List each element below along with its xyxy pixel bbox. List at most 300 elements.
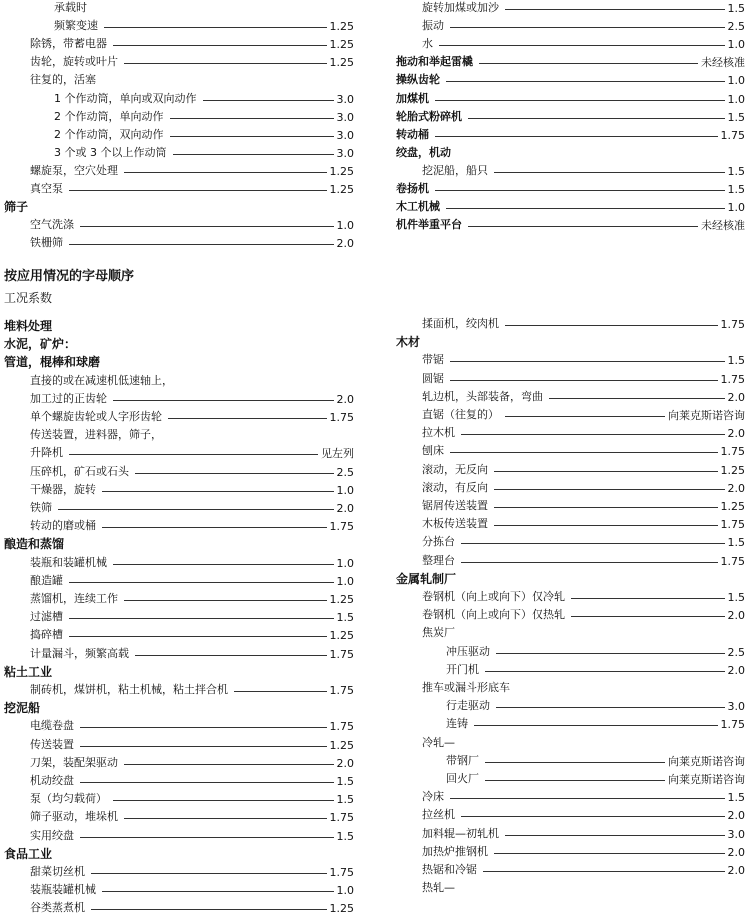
list-item [30,72,354,88]
leader-line [505,835,725,836]
list-item [30,791,354,807]
leader-line [80,837,334,838]
item-label: 制砖机，煤饼机，粘土机械，粘土拌合机 [30,683,228,696]
item-label: 木板传送装置 [422,517,488,530]
list-item [30,609,354,625]
item-value: 1.0 [727,73,745,87]
item-label: 卷钢机（向上或向下）仅冷轧 [422,590,565,603]
item-label: 拉丝机 [422,808,455,821]
item-label: 铁栅筛 [30,236,63,249]
leader-line [124,172,327,173]
list-item [422,553,745,569]
item-value: 1.25 [329,164,354,178]
item-value: 1.75 [720,372,745,386]
list-item [54,145,354,161]
list-item [422,36,745,52]
item-value: 1.75 [720,554,745,568]
leader-line [113,45,327,46]
item-label: 往复的，活塞 [30,73,96,86]
leader-line [91,909,327,910]
list-item [422,862,745,878]
item-label: 滚动，有反向 [422,481,488,494]
item-label: 酿造和蒸馏 [4,537,65,551]
list-item [422,371,745,387]
list-item [30,555,354,571]
list-item [4,700,354,716]
item-label: 1 个作动筒，单向或双向动作 [54,92,197,105]
item-value: 3.0 [336,110,354,124]
item-label: 单个螺旋齿轮或人字形齿轮 [30,410,162,423]
item-label: 加热炉推钢机 [422,845,488,858]
list-item [30,809,354,825]
item-value: 1.0 [727,200,745,214]
item-value: 3.0 [336,146,354,160]
list-item [396,72,745,88]
item-label: 锯屑传送装置 [422,499,488,512]
leader-line [461,562,718,563]
leader-line [69,618,334,619]
item-value: 2.0 [727,845,745,859]
list-item [4,336,354,352]
leader-line [234,691,327,692]
leader-line [496,653,725,654]
section-subtitle: 工况系数 [4,291,53,305]
list-item [30,445,354,461]
item-value: 2.0 [727,481,745,495]
list-item [30,409,354,425]
item-value: 1.75 [720,717,745,731]
list-item [4,536,354,552]
item-label: 直锯（往复的） [422,408,499,421]
list-item [422,352,745,368]
list-item [54,0,354,16]
list-item [4,354,354,370]
item-label: 过滤槽 [30,610,63,623]
item-label: 甜菜切丝机 [30,865,85,878]
list-item [422,316,745,332]
list-item [30,646,354,662]
leader-line [494,471,718,472]
leader-line [474,725,718,726]
item-label: 拉木机 [422,426,455,439]
item-value: 1.75 [329,683,354,697]
item-label: 整理台 [422,554,455,567]
list-item [422,826,745,842]
item-label: 挖泥船，船只 [422,164,488,177]
leader-line [468,118,725,119]
item-label: 挖泥船 [4,701,41,715]
item-label: 圆锯 [422,372,444,385]
list-item [30,464,354,480]
leader-line [69,636,327,637]
item-label: 齿轮，旋转或叶片 [30,55,118,68]
list-item [30,591,354,607]
item-label: 拖动和举起雷橇 [396,55,473,68]
leader-line [69,454,318,455]
leader-line [483,871,725,872]
item-value: 2.0 [727,426,745,440]
item-label: 机件举重平台 [396,218,462,231]
item-label: 水泥，矿炉： [4,337,77,351]
list-item [396,571,745,587]
leader-line [91,873,327,874]
item-value: 1.75 [720,444,745,458]
list-item [422,389,745,405]
list-item [422,516,745,532]
item-label: 振动 [422,19,444,32]
list-item [30,755,354,771]
item-label: 频繁变速 [54,19,98,32]
list-item [422,880,745,896]
leader-line [450,452,718,453]
section-title: 按应用情况的字母顺序 [4,269,135,284]
list-item [396,217,745,233]
item-value: 1.5 [727,110,745,124]
list-item [30,773,354,789]
leader-line [102,491,334,492]
item-value: 1.25 [329,592,354,606]
item-value: 1.25 [329,19,354,33]
item-label: 分拣台 [422,535,455,548]
item-value: 1.25 [329,738,354,752]
list-item [396,91,745,107]
item-label: 传送装置，进料器，筛子， [30,428,162,441]
list-item [30,217,354,233]
list-item [422,589,745,605]
item-value: 向莱克斯诺咨询 [668,409,745,422]
item-label: 升降机 [30,446,63,459]
item-label: 金属轧制厂 [396,572,457,586]
leader-line [69,244,334,245]
item-label: 捣碎槽 [30,628,63,641]
item-label: 实用绞盘 [30,829,74,842]
leader-line [124,818,327,819]
item-value: 3.0 [336,128,354,142]
list-item [30,391,354,407]
item-value: 1.75 [720,317,745,331]
item-value: 1.5 [727,164,745,178]
item-value: 2.0 [336,392,354,406]
list-item [422,680,745,696]
leader-line [485,671,725,672]
item-value: 1.5 [727,590,745,604]
item-value: 1.0 [727,92,745,106]
item-value: 1.0 [336,883,354,897]
list-item [422,789,745,805]
item-label: 蒸馏机，连续工作 [30,592,118,605]
leader-line [494,525,718,526]
item-value: 1.25 [329,628,354,642]
list-item [422,844,745,860]
list-item [422,625,745,641]
list-item [396,54,745,70]
leader-line [549,398,725,399]
item-label: 轮胎式粉碎机 [396,110,462,123]
item-label: 铁筛 [30,501,52,514]
leader-line [485,780,665,781]
leader-line [104,27,327,28]
list-item [30,518,354,534]
list-item [4,318,354,334]
leader-line [571,616,725,617]
list-item [396,334,745,350]
item-label: 冲压驱动 [446,645,490,658]
item-value: 1.0 [336,556,354,570]
item-label: 2 个作动筒，双向动作 [54,128,164,141]
leader-line [168,418,327,419]
item-label: 刨床 [422,444,444,457]
item-value: 1.75 [720,517,745,531]
list-item [396,181,745,197]
leader-line [461,543,725,544]
item-value: 3.0 [727,699,745,713]
item-value: 3.0 [727,827,745,841]
leader-line [435,136,718,137]
item-value: 见左列 [321,447,354,460]
item-label: 推车或漏斗形底车 [422,681,510,694]
item-label: 冷轧— [422,736,455,749]
item-label: 回火厂 [446,772,479,785]
leader-line [170,136,334,137]
item-value: 1.75 [329,519,354,533]
item-value: 2.0 [727,390,745,404]
item-value: 1.75 [329,647,354,661]
item-value: 1.25 [329,901,354,915]
leader-line [80,727,327,728]
item-value: 1.0 [336,218,354,232]
leader-line [505,416,665,417]
item-label: 装瓶和装罐机械 [30,556,107,569]
list-item [446,716,745,732]
list-item [422,407,745,423]
item-label: 热轧— [422,881,455,894]
list-item [396,109,745,125]
list-item [30,235,354,251]
list-item [54,18,354,34]
item-value: 1.25 [720,499,745,513]
list-item [30,163,354,179]
item-value: 1.25 [329,182,354,196]
list-item [30,373,354,389]
leader-line [494,172,725,173]
leader-line [80,226,334,227]
item-label: 轧边机，头部装备，弯曲 [422,390,543,403]
item-label: 传送装置 [30,738,74,751]
leader-line [203,100,334,101]
list-item [30,482,354,498]
item-value: 2.0 [336,236,354,250]
item-value: 1.5 [336,774,354,788]
item-value: 1.75 [720,128,745,142]
item-label: 3 个或 3 个以上作动筒 [54,146,167,159]
list-item [422,18,745,34]
item-label: 螺旋泵，空穴处理 [30,164,118,177]
leader-line [102,891,334,892]
leader-line [113,400,334,401]
item-value: 1.5 [727,790,745,804]
leader-line [450,361,725,362]
item-label: 电缆卷盘 [30,719,74,732]
list-item [54,109,354,125]
item-value: 2.5 [727,645,745,659]
item-label: 卷钢机（向上或向下）仅热轧 [422,608,565,621]
item-label: 压碎机，矿石或石头 [30,465,129,478]
leader-line [69,190,327,191]
list-item [446,698,745,714]
item-label: 绞盘，机动 [396,146,451,159]
item-value: 1.25 [720,463,745,477]
item-value: 1.0 [727,37,745,51]
leader-line [170,118,334,119]
item-value: 3.0 [336,92,354,106]
leader-line [124,764,334,765]
item-label: 转动的磨或桶 [30,519,96,532]
list-item [30,627,354,643]
item-value: 2.0 [727,808,745,822]
leader-line [468,226,698,227]
item-label: 木工机械 [396,200,440,213]
item-label: 食品工业 [4,847,53,861]
list-item [446,771,745,787]
item-value: 2.0 [336,501,354,515]
item-label: 焦炭厂 [422,626,455,639]
item-value: 1.5 [727,535,745,549]
item-value: 1.75 [329,719,354,733]
list-item [4,846,354,862]
leader-line [69,582,334,583]
list-item [446,753,745,769]
leader-line [485,762,665,763]
list-item [30,682,354,698]
item-label: 转动桶 [396,128,429,141]
list-item [422,607,745,623]
item-label: 粘土工业 [4,665,53,679]
list-item [30,36,354,52]
item-label: 泵（均匀载荷） [30,792,107,805]
item-label: 装瓶装罐机械 [30,883,96,896]
item-label: 开门机 [446,663,479,676]
list-item [30,427,354,443]
item-label: 操纵齿轮 [396,73,440,86]
item-label: 滚动，无反向 [422,463,488,476]
list-item [422,498,745,514]
list-item [30,500,354,516]
item-label: 计量漏斗，频繁高载 [30,647,129,660]
list-item [422,735,745,751]
item-value: 向莱克斯诺咨询 [668,755,745,768]
list-item [396,145,745,161]
leader-line [494,489,725,490]
item-value: 1.5 [336,610,354,624]
item-label: 堆料处理 [4,319,53,333]
item-label: 承载时 [54,1,87,14]
item-value: 2.0 [727,608,745,622]
item-label: 加工过的正齿轮 [30,392,107,405]
item-label: 管道，棍棒和球磨 [4,355,101,369]
leader-line [494,507,718,508]
item-label: 热锯和冷锯 [422,863,477,876]
leader-line [496,707,725,708]
list-item [30,882,354,898]
item-label: 除锈，带蓄电器 [30,37,107,50]
item-value: 2.0 [727,863,745,877]
list-item [422,443,745,459]
item-value: 1.5 [336,792,354,806]
leader-line [113,800,334,801]
item-label: 旋转加煤或加沙 [422,1,499,14]
list-item [396,127,745,143]
item-label: 真空泵 [30,182,63,195]
leader-line [450,380,718,381]
item-value: 2.0 [727,663,745,677]
leader-line [113,564,334,565]
item-label: 谷类蒸煮机 [30,901,85,914]
list-item [30,573,354,589]
item-label: 带锯 [422,353,444,366]
item-label: 筛子 [4,200,29,214]
item-label: 木材 [396,335,421,349]
leader-line [450,798,725,799]
item-value: 1.25 [329,55,354,69]
list-item [422,163,745,179]
list-item [446,644,745,660]
list-item [4,664,354,680]
list-item [30,900,354,916]
item-label: 酿造罐 [30,574,63,587]
leader-line [135,473,334,474]
item-label: 加煤机 [396,92,429,105]
list-item [30,181,354,197]
leader-line [435,190,725,191]
list-item [30,718,354,734]
leader-line [446,208,725,209]
leader-line [135,655,327,656]
item-label: 连铸 [446,717,468,730]
list-item [54,91,354,107]
item-value: 向莱克斯诺咨询 [668,773,745,786]
item-value: 未经核准 [701,56,745,69]
list-item [422,425,745,441]
leader-line [505,325,718,326]
item-value: 1.75 [329,410,354,424]
item-value: 1.25 [329,37,354,51]
leader-line [124,63,327,64]
leader-line [479,63,698,64]
list-item [422,462,745,478]
list-item [422,0,745,16]
list-item [422,534,745,550]
leader-line [80,782,334,783]
item-value: 1.5 [727,1,745,15]
item-label: 直接的或在减速机低速轴上， [30,374,173,387]
item-label: 行走驱动 [446,699,490,712]
item-value: 1.75 [329,810,354,824]
item-label: 带钢厂 [446,754,479,767]
item-label: 加料辊—初轧机 [422,827,499,840]
item-label: 冷床 [422,790,444,803]
leader-line [446,81,725,82]
item-label: 卷扬机 [396,182,429,195]
leader-line [80,746,327,747]
item-label: 机动绞盘 [30,774,74,787]
leader-line [173,154,334,155]
leader-line [450,27,725,28]
item-value: 1.0 [336,574,354,588]
list-item [446,662,745,678]
list-item [396,199,745,215]
leader-line [58,509,334,510]
leader-line [102,527,327,528]
